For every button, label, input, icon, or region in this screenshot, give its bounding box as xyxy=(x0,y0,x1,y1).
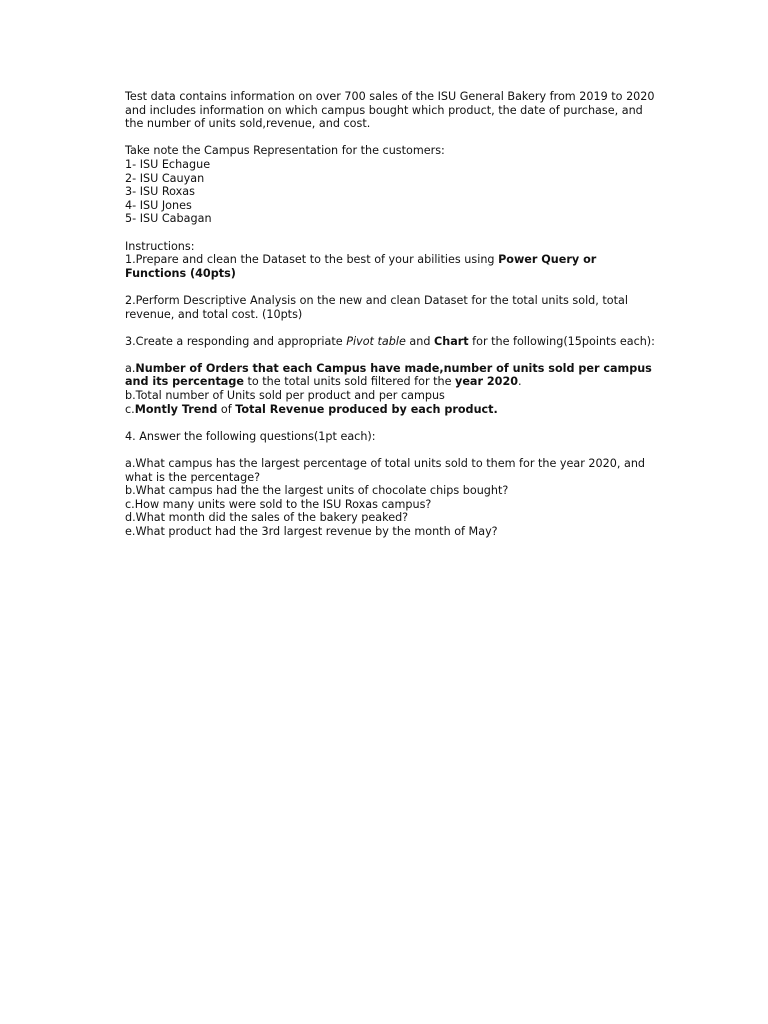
campus-item: 5- ISU Cabagan xyxy=(125,212,212,226)
intro-paragraph xyxy=(125,90,665,131)
instruction-text: . xyxy=(518,375,522,389)
intro-line: Test data contains information on over 700 sales of the ISU General Bakery from 2019 to 2020 xyxy=(125,90,655,103)
instruction-text: of xyxy=(217,402,236,416)
instruction-emphasis: Total Revenue produced by each product. xyxy=(235,402,498,416)
instruction-1 xyxy=(125,253,665,267)
instruction-1-cont xyxy=(125,267,665,281)
question-d: d.What month did the sales of the bakery peaked? xyxy=(125,511,409,525)
instruction-3 xyxy=(125,335,665,349)
instruction-text: and xyxy=(405,334,435,348)
instruction-text: for the following(15points each): xyxy=(468,334,655,348)
campus-item: 3- ISU Roxas xyxy=(125,185,195,199)
instruction-italic: Pivot table xyxy=(346,334,406,348)
campus-list-section xyxy=(125,144,665,226)
instruction-text: 1.Prepare and clean the Dataset to the best of your abilities using xyxy=(125,253,499,267)
instruction-3b: b.Total number of Units sold per product and per campus xyxy=(125,389,445,403)
instruction-text: 3.Create a responding and appropriate xyxy=(125,334,347,348)
instruction-text: c. xyxy=(125,402,135,416)
question-a-cont: what is the percentage? xyxy=(125,470,261,484)
campus-item: 2- ISU Cauyan xyxy=(125,171,205,185)
question-b: b.What campus had the the largest units of chocolate chips bought? xyxy=(125,484,509,498)
instruction-emphasis: Functions (40pts) xyxy=(125,266,236,280)
instruction-3a xyxy=(125,362,665,376)
question-c: c.How many units were sold to the ISU Roxas campus? xyxy=(125,497,432,511)
instruction-2-cont: revenue, and total cost. (10pts) xyxy=(125,307,303,321)
campus-heading: Take note the Campus Representation for the customers: xyxy=(125,144,445,158)
intro-line: the number of units sold,revenue, and cost. xyxy=(125,117,371,131)
instruction-2: 2.Perform Descriptive Analysis on the new and clean Dataset for the total units sold, total xyxy=(125,293,628,307)
instruction-emphasis: year 2020 xyxy=(455,375,519,389)
instruction-3a-cont xyxy=(125,375,665,389)
instruction-emphasis: Chart xyxy=(434,334,469,348)
instruction-emphasis: and its percentage xyxy=(125,375,244,389)
instruction-4-heading: 4. Answer the following questions(1pt each): xyxy=(125,429,376,443)
instruction-emphasis: Number of Orders that each Campus have made,number of units sold per campus xyxy=(135,361,652,375)
campus-item: 4- ISU Jones xyxy=(125,198,192,212)
instruction-emphasis: Power Query or xyxy=(498,253,597,267)
question-e: e.What product had the 3rd largest revenue by the month of May? xyxy=(125,525,498,538)
question-a: a.What campus has the largest percentage of total units sold to them for the year 2020, and xyxy=(125,457,646,471)
instruction-text: to the total units sold filtered for the xyxy=(243,375,456,389)
intro-line: and includes information on which campus bought which product, the date of purchase, and xyxy=(125,103,643,117)
instructions-section xyxy=(125,240,665,539)
campus-item: 1- ISU Echague xyxy=(125,157,211,171)
instruction-emphasis: Montly Trend xyxy=(134,402,218,416)
instruction-3c xyxy=(125,403,665,417)
document-body xyxy=(125,90,665,539)
instruction-text: a. xyxy=(125,361,136,375)
instructions-heading: Instructions: xyxy=(125,239,195,253)
